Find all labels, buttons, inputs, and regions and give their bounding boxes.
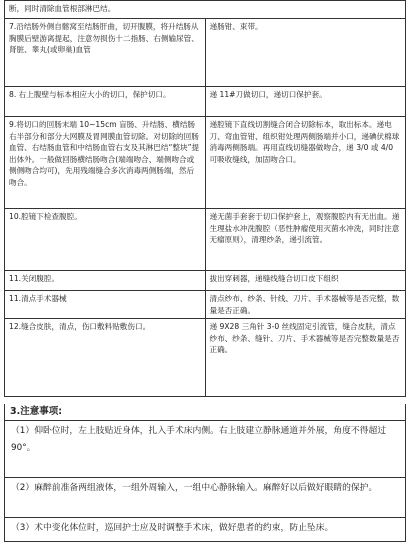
step-description: 7.沿结肠外侧自髂窝至结肠肝曲，切开腹膜，将升结肠从胸膜后壁游离提起，注意勿损伤十二指肠、右侧输尿管、肾脏、睾丸(或卵巢)血管 [5,19,206,87]
note-item: （1）仰卧位时，左上肢贴近身体，扎入手术床内侧。右上肢建立静脉通道并外展，角度不得超过 90°。 [4,420,406,478]
procedure-table [4,0,406,397]
table-row [5,117,406,209]
step-description: 11.关闭腹腔。 [5,271,206,291]
table-row [5,19,406,87]
table-row [5,209,406,271]
nursing-action: 拔出穿刺器，递缝线缝合切口皮下组织 [205,271,406,291]
nursing-action: 递 11#刀做切口，递切口保护套。 [205,87,406,117]
nursing-action: 递无菌手套套于切口保护套上，观察腹腔内有无出血。递生理盐水冲洗腹腔（恶性肿瘤使用灭菌水冲洗，同时注意无瘤原则），清理纱条，递引流管。 [205,209,406,271]
note-item: （2）麻醉前准备两组液体，一组外周输入，一组中心静脉输入。麻醉好以后做好眼睛的保护。 [4,478,406,518]
step-description: 12.缝合皮肤，清点，伤口敷料贴敷伤口。 [5,319,206,397]
continuation-text: 断，同时清除血管根部淋巴结。 [5,1,406,19]
table-row [5,1,406,19]
nursing-action: 递肠钳、束带。 [205,19,406,87]
table-row [5,319,406,397]
step-description: 10.腔镜下检查腹腔。 [5,209,206,271]
table-row [5,291,406,319]
section-heading: 3.注意事项: [4,404,406,420]
nursing-action: 清点纱布、纱条、针线、刀片、手术器械等是否完整，数量是否正确。 [205,291,406,319]
step-description: 9.将切口的回肠末端 10~15cm 盲肠、升结肠、横结肠右半部分和部分大网膜及胃网膜血管切除。对切除的回肠血管、右结肠血管和中结肠血管右支及其淋巴结“整块”提出体外。一般做回肠横结肠吻合(端端吻合、端侧吻合或侧侧吻合均可)，先用残端缝合多次消毒两侧肠端，然后吻合。 [5,117,206,209]
table-row [5,87,406,117]
nursing-action: 递腔镜下直线切割缝合闭合切除标本，取出标本。递电刀、弯血管钳、组织钳处理两侧肠端并小口，递碘伏棉球消毒两侧肠端。再用直线切缝器做吻合，递 3/0 或 4/0 可吸收缝线，加固吻合口。 [205,117,406,209]
note-item: （3）术中变化体位时，巡回护士应及时调整手术床，做好患者的约束，防止坠床。 [4,518,406,542]
step-description: 11.清点手术器械 [5,291,206,319]
nursing-action: 递 9X28 三角针 3-0 丝线固定引流管，缝合皮肤，清点纱布、纱条、缝针、刀片、手术器械等是否完整数量是否正确。 [205,319,406,397]
table-row [5,271,406,291]
step-description: 8. 右上腹壁与标本相应大小的切口，保护切口。 [5,87,206,117]
